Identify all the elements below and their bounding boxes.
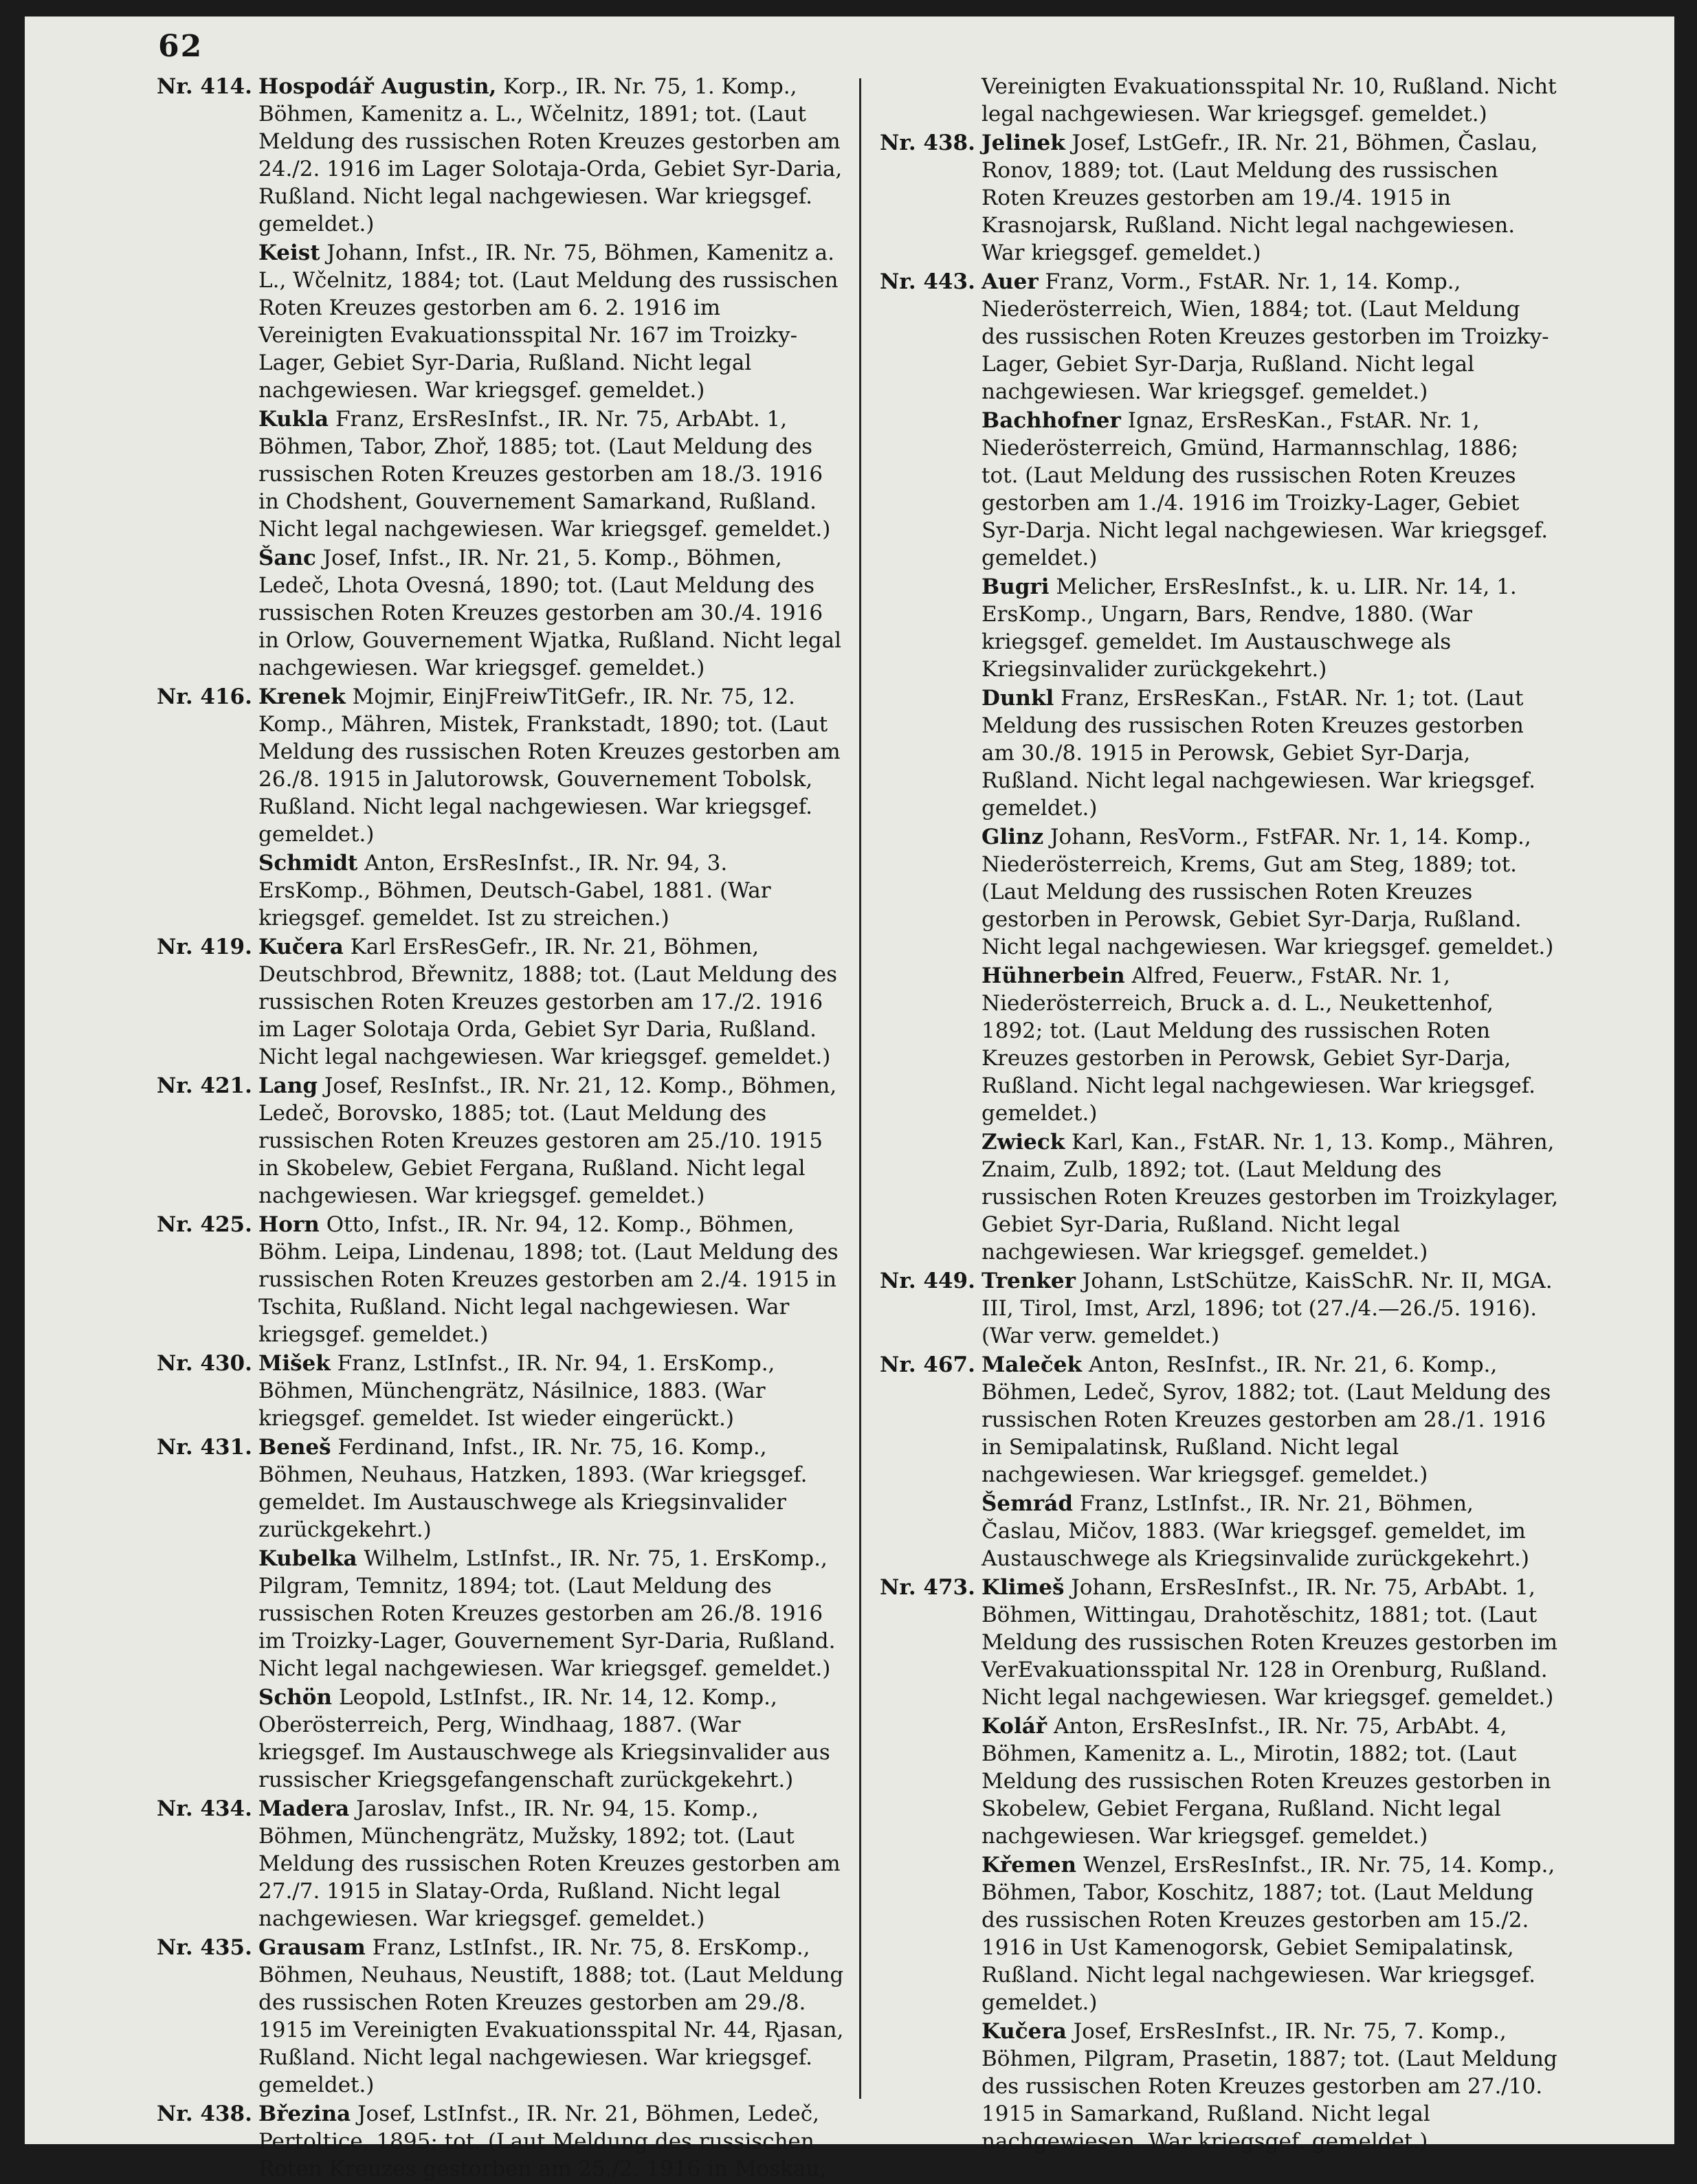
person-details: Anton, ResInfst., IR. Nr. 21, 6. Komp., Böhmen, Ledeč, Syrov, 1882; tot. (Laut Meldung des russischen Roten Kreuzes gestorben am 28./1. 1916 in Semipalatinsk, Rußland. Nicht legal nachgewiesen. War kriegsgef. gemeldet.) xyxy=(981,1352,1551,1487)
person-name: Mišek xyxy=(258,1351,331,1376)
person-details: Josef, LstGefr., IR. Nr. 21, Böhmen, Časlau, Ronov, 1889; tot. (Laut Meldung des russischen Roten Kreuzes gestorben am 19./4. 1915 in Krasnojarsk, Rußland. Nicht legal nachgewiesen. War kriegsgef. gemeldet.) xyxy=(981,131,1538,265)
person-details: Franz, ErsResInfst., IR. Nr. 75, ArbAbt. 1, Böhmen, Tabor, Zhoř, 1885; tot. (Laut Meldung des russischen Roten Kreuzes gestorben am 18./3. 1916 in Chodshent, Gouvernement Samarkand, Rußland. Nicht legal nachgewiesen. War kriegsgef. gemeldet.) xyxy=(258,407,831,542)
register-entry xyxy=(880,684,1560,822)
list-number: Nr. 443. xyxy=(880,269,975,294)
list-number: Nr. 473. xyxy=(880,1575,975,1600)
person-name: Kukla xyxy=(258,407,329,432)
list-number: Nr. 425. xyxy=(157,1212,252,1237)
register-entry xyxy=(157,1934,844,2099)
list-number: Nr. 449. xyxy=(880,1269,975,1293)
person-details: Alfred, Feuerw., FstAR. Nr. 1, Niederösterreich, Bruck a. d. L., Neukettenhof, 1892; tot. (Laut Meldung des russischen Roten Kreuzes gestorben in Perowsk, Gebiet Syr-Darja, Rußland. Nicht legal nachgewiesen. War kriegsgef. gemeldet.) xyxy=(981,963,1535,1126)
person-details: Anton, ErsResInfst., IR. Nr. 94, 3. ErsKomp., Böhmen, Deutsch-Gabel, 1881. (War kriegsgef. gemeldet. Ist zu streichen.) xyxy=(258,851,771,931)
person-name: Madera xyxy=(258,1796,350,1821)
left-column xyxy=(157,73,844,2184)
list-number: Nr. 435. xyxy=(157,1935,252,1960)
list-number: Nr. 419. xyxy=(157,935,252,959)
person-details: Franz, LstInfst., IR. Nr. 94, 1. ErsKomp., Böhmen, Münchengrätz, Násilnice, 1883. (War kriegsgef. gemeldet. Ist wieder eingerückt.) xyxy=(258,1351,775,1431)
person-name: Kučera xyxy=(258,935,344,959)
register-entry xyxy=(880,1490,1560,1572)
person-name: Dunkl xyxy=(981,686,1054,711)
person-details: Melicher, ErsResInfst., k. u. LIR. Nr. 14, 1. ErsKomp., Ungarn, Bars, Rendve, 1880. (War kriegsgef. gemeldet. Im Austauschwege als Kriegsinvalider zurückgekehrt.) xyxy=(981,575,1517,682)
register-entry xyxy=(157,2100,844,2183)
register-entry xyxy=(880,407,1560,572)
person-name: Šemrád xyxy=(981,1491,1074,1516)
person-details: Karl ErsResGefr., IR. Nr. 21, Böhmen, Deutschbrod, Břewnitz, 1888; tot. (Laut Meldung des russischen Roten Kreuzes gestorben am 17./2. 1916 im Lager Solotaja Orda, Gebiet Syr Daria, Rußland. Nicht legal nachgewiesen. War kriegsgef. gemeldet.) xyxy=(258,935,838,1069)
right-column xyxy=(880,73,1560,2157)
person-details: Josef, ResInfst., IR. Nr. 21, 12. Komp., Böhmen, Ledeč, Borovsko, 1885; tot. (Laut Meldung des russischen Roten Kreuzes gestoren am 25./10. 1915 in Skobelew, Gebiet Fergana, Rußland. Nicht legal nachgewiesen. War kriegsgef. gemeldet.) xyxy=(258,1073,837,1208)
person-name: Krenek xyxy=(258,684,346,709)
register-entry xyxy=(880,1351,1560,1489)
register-entry xyxy=(157,73,844,238)
person-name: Maleček xyxy=(981,1352,1082,1377)
person-name: Hospodář Augustin, xyxy=(258,74,497,99)
register-entry xyxy=(157,1434,844,1544)
register-entry xyxy=(880,129,1560,267)
register-entry xyxy=(880,1574,1560,1711)
register-entry xyxy=(880,1851,1560,2016)
person-name: Jelinek xyxy=(981,131,1065,155)
person-details: Otto, Infst., IR. Nr. 94, 12. Komp., Böhmen, Böhm. Leipa, Lindenau, 1898; tot. (Laut Meldung des russischen Roten Kreuzes gestorben am 2./4. 1915 in Tschita, Rußland. Nicht legal nachgewiesen. War kriegsgef. gemeldet.) xyxy=(258,1212,839,1347)
person-details: Anton, ErsResInfst., IR. Nr. 75, ArbAbt. 4, Böhmen, Kamenitz a. L., Mirotin, 1882; tot. (Laut Meldung des russischen Roten Kreuzes gestorben in Skobelew, Gebiet Fergana, Rußland. Nicht legal nachgewiesen. War kriegsgef. gemeldet.) xyxy=(981,1714,1551,1849)
register-entry xyxy=(157,683,844,848)
person-details: Johann, Infst., IR. Nr. 75, Böhmen, Kamenitz a. L., Wčelnitz, 1884; tot. (Laut Meldung des russischen Roten Kreuzes gestorben am 6. 2. 1916 im Vereinigten Evakuationsspital Nr. 167 im Troizky-Lager, Gebiet Syr-Daria, Rußland. Nicht legal nachgewiesen. War kriegsgef. gemeldet.) xyxy=(258,241,839,403)
person-details: Josef, LstInfst., IR. Nr. 21, Böhmen, Ledeč, Pertoltice, 1895; tot. (Laut Meldung des russischen Roten Kreuzes gestorben am 25./2. 1916 in Moskau, xyxy=(258,2102,827,2181)
person-name: Klimeš xyxy=(981,1575,1065,1600)
list-number: Nr. 430. xyxy=(157,1351,252,1376)
person-details: Johann, ResVorm., FstFAR. Nr. 1, 14. Komp., Niederösterreich, Krems, Gut am Steg, 1889; tot. (Laut Meldung des russischen Roten Kreuzes gestorben in Perowsk, Gebiet Syr-Darja, Rußland. Nicht legal nachgewiesen. War kriegsgef. gemeldet.) xyxy=(981,825,1554,959)
list-number: Nr. 438. xyxy=(880,131,975,155)
person-details: Karl, Kan., FstAR. Nr. 1, 13. Komp., Mähren, Znaim, Zulb, 1892; tot. (Laut Meldung des russischen Roten Kreuzes gestorben im Troizkylager, Gebiet Syr-Daria, Rußland. Nicht legal nachgewiesen. War kriegsgef. gemeldet.) xyxy=(981,1130,1559,1264)
person-name: Bugri xyxy=(981,575,1050,599)
register-entry xyxy=(157,1072,844,1210)
person-details: Wenzel, ErsResInfst., IR. Nr. 75, 14. Komp., Böhmen, Tabor, Koschitz, 1887; tot. (Laut Meldung des russischen Roten Kreuzes gestorben am 15./2. 1916 in Ust Kamenogorsk, Gebiet Semipalatinsk, Rußland. Nicht legal nachgewiesen. War kriegsgef. gemeldet.) xyxy=(981,1853,1555,2015)
person-name: Hühnerbein xyxy=(981,963,1125,988)
person-details: Korp., IR. Nr. 75, 1. Komp., Böhmen, Kamenitz a. L., Wčelnitz, 1891; tot. (Laut Meldung des russischen Roten Kreuzes gestorben am 24./2. 1916 im Lager Solotaja-Orda, Gebiet Syr-Daria, Rußland. Nicht legal nachgewiesen. War kriegsgef. gemeldet.) xyxy=(258,74,843,236)
person-details: Ignaz, ErsResKan., FstAR. Nr. 1, Niederösterreich, Gmünd, Harmannschlag, 1886; tot. (Laut Meldung des russischen Roten Kreuzes gestorben am 1./4. 1916 im Troizky-Lager, Gebiet Syr-Darja. Nicht legal nachgewiesen. War kriegsgef. gemeldet.) xyxy=(981,408,1549,570)
list-number: Nr. 421. xyxy=(157,1073,252,1098)
person-details: Leopold, LstInfst., IR. Nr. 14, 12. Komp., Oberösterreich, Perg, Windhaag, 1887. (War kriegsgef. Im Austauschwege als Kriegsinvalider aus russischer Kriegsgefangenschaft zurückgekehrt.) xyxy=(258,1685,830,1792)
list-number: Nr. 467. xyxy=(880,1352,975,1377)
list-number: Nr. 434. xyxy=(157,1796,252,1821)
person-details: Wilhelm, LstInfst., IR. Nr. 75, 1. ErsKomp., Pilgram, Temnitz, 1894; tot. (Laut Meldung des russischen Roten Kreuzes gestorben am 26./8. 1916 im Troizky-Lager, Gouvernement Syr-Daria, Rußland. Nicht legal nachgewiesen. War kriegsgef. gemeldet.) xyxy=(258,1546,836,1681)
person-name: Grausam xyxy=(258,1935,366,1960)
person-details: Johann, ErsResInfst., IR. Nr. 75, ArbAbt. 1, Böhmen, Wittingau, Drahotěschitz, 1881; tot. (Laut Meldung des russischen Roten Kreuzes gestorben im VerEvakuationsspital Nr. 128 in Orenburg, Rußland. Nicht legal nachgewiesen. War kriegsgef. gemeldet.) xyxy=(981,1575,1558,1710)
person-details: Johann, LstSchütze, KaisSchR. Nr. II, MGA. III, Tirol, Imst, Arzl, 1896; tot (27./4.—26./5. 1916). (War verw. gemeldet.) xyxy=(981,1269,1553,1348)
register-entry xyxy=(157,933,844,1071)
person-details: Franz, ErsResKan., FstAR. Nr. 1; tot. (Laut Meldung des russischen Roten Kreuzes gestorben am 30./8. 1915 in Perowsk, Gebiet Syr-Darja, Rußland. Nicht legal nachgewiesen. War kriegsgef. gemeldet.) xyxy=(981,686,1535,821)
person-details: Mojmir, EinjFreiwTitGefr., IR. Nr. 75, 12. Komp., Mähren, Mistek, Frankstadt, 1890; tot. (Laut Meldung des russischen Roten Kreuzes gestorben am 26./8. 1915 in Jalutorowsk, Gouvernement Tobolsk, Rußland. Nicht legal nachgewiesen. War kriegsgef. gemeldet.) xyxy=(258,684,841,847)
register-entry xyxy=(880,1128,1560,1266)
list-number: Nr. 438. xyxy=(157,2102,252,2126)
register-entry xyxy=(157,1211,844,1348)
column-divider xyxy=(859,78,861,2099)
person-name: Trenker xyxy=(981,1269,1076,1293)
register-entry xyxy=(157,544,844,682)
person-details: Franz, Vorm., FstAR. Nr. 1, 14. Komp., Niederösterreich, Wien, 1884; tot. (Laut Meldung des russischen Roten Kreuzes gestorben im Troizky-Lager, Gebiet Syr-Darja, Rußland. Nicht legal nachgewiesen. War kriegsgef. gemeldet.) xyxy=(981,269,1549,404)
register-entry xyxy=(157,849,844,932)
person-name: Zwieck xyxy=(981,1130,1065,1155)
person-name: Bachhofner xyxy=(981,408,1121,433)
register-entry xyxy=(157,1684,844,1794)
register-entry xyxy=(880,2018,1560,2155)
person-name: Schön xyxy=(258,1685,333,1710)
register-entry xyxy=(157,1795,844,1932)
register-entry xyxy=(880,823,1560,961)
person-name: Glinz xyxy=(981,825,1044,849)
person-name: Lang xyxy=(258,1073,318,1098)
person-name: Šanc xyxy=(258,546,316,570)
register-entry xyxy=(880,73,1560,128)
person-name: Horn xyxy=(258,1212,320,1237)
person-details: Franz, LstInfst., IR. Nr. 21, Böhmen, Časlau, Mičov, 1883. (War kriegsgef. gemeldet, im Austauschwege als Kriegsinvalide zurückgekehrt.) xyxy=(981,1491,1529,1571)
register-entry xyxy=(880,573,1560,683)
person-name: Kolář xyxy=(981,1714,1047,1739)
person-name: Březina xyxy=(258,2102,351,2126)
person-details: Ferdinand, Infst., IR. Nr. 75, 16. Komp., Böhmen, Neuhaus, Hatzken, 1893. (War kriegsgef. gemeldet. Im Austauschwege als Kriegsinvalider zurückgekehrt.) xyxy=(258,1435,808,1542)
register-entry xyxy=(157,1545,844,1682)
person-name: Schmidt xyxy=(258,851,358,876)
list-number: Nr. 431. xyxy=(157,1435,252,1460)
register-entry xyxy=(880,1713,1560,1850)
person-name: Auer xyxy=(981,269,1039,294)
person-name: Křemen xyxy=(981,1853,1077,1877)
person-details: Josef, ErsResInfst., IR. Nr. 75, 7. Komp., Böhmen, Pilgram, Prasetin, 1887; tot. (Laut Meldung des russischen Roten Kreuzes gestorben am 27./10. 1915 in Samarkand, Rußland. Nicht legal nachgewiesen. War kriegsgef. gemeldet.) xyxy=(981,2019,1557,2154)
register-entry xyxy=(157,405,844,543)
register-entry xyxy=(157,1350,844,1432)
person-name: Keist xyxy=(258,241,320,265)
page-number: 62 xyxy=(158,29,203,64)
person-name: Kučera xyxy=(981,2019,1067,2044)
document-page xyxy=(25,16,1674,2181)
register-entry xyxy=(157,239,844,404)
person-details: Jaroslav, Infst., IR. Nr. 94, 15. Komp., Böhmen, Münchengrätz, Mužsky, 1892; tot. (Laut Meldung des russischen Roten Kreuzes gestorben am 27./7. 1915 in Slatay-Orda, Rußland. Nicht legal nachgewiesen. War kriegsgef. gemeldet.) xyxy=(258,1796,841,1931)
register-entry xyxy=(880,268,1560,405)
register-entry xyxy=(880,962,1560,1127)
person-name: Kubelka xyxy=(258,1546,357,1571)
register-entry xyxy=(880,1267,1560,1350)
person-details: Vereinigten Evakuationsspital Nr. 10, Rußland. Nicht legal nachgewiesen. War kriegsgef. gemeldet.) xyxy=(981,74,1557,126)
person-details: Josef, Infst., IR. Nr. 21, 5. Komp., Böhmen, Ledeč, Lhota Ovesná, 1890; tot. (Laut Meldung des russischen Roten Kreuzes gestorben am 30./4. 1916 in Orlow, Gouvernement Wjatka, Rußland. Nicht legal nachgewiesen. War kriegsgef. gemeldet.) xyxy=(258,546,842,680)
person-name: Beneš xyxy=(258,1435,331,1460)
list-number: Nr. 416. xyxy=(157,684,252,709)
list-number: Nr. 414. xyxy=(157,74,252,99)
person-details: Franz, LstInfst., IR. Nr. 75, 8. ErsKomp., Böhmen, Neuhaus, Neustift, 1888; tot. (Laut Meldung des russischen Roten Kreuzes gestorben am 29./8. 1915 im Vereinigten Evakuationsspital Nr. 44, Rjasan, Rußland. Nicht legal nachgewiesen. War kriegsgef. gemeldet.) xyxy=(258,1935,844,2097)
